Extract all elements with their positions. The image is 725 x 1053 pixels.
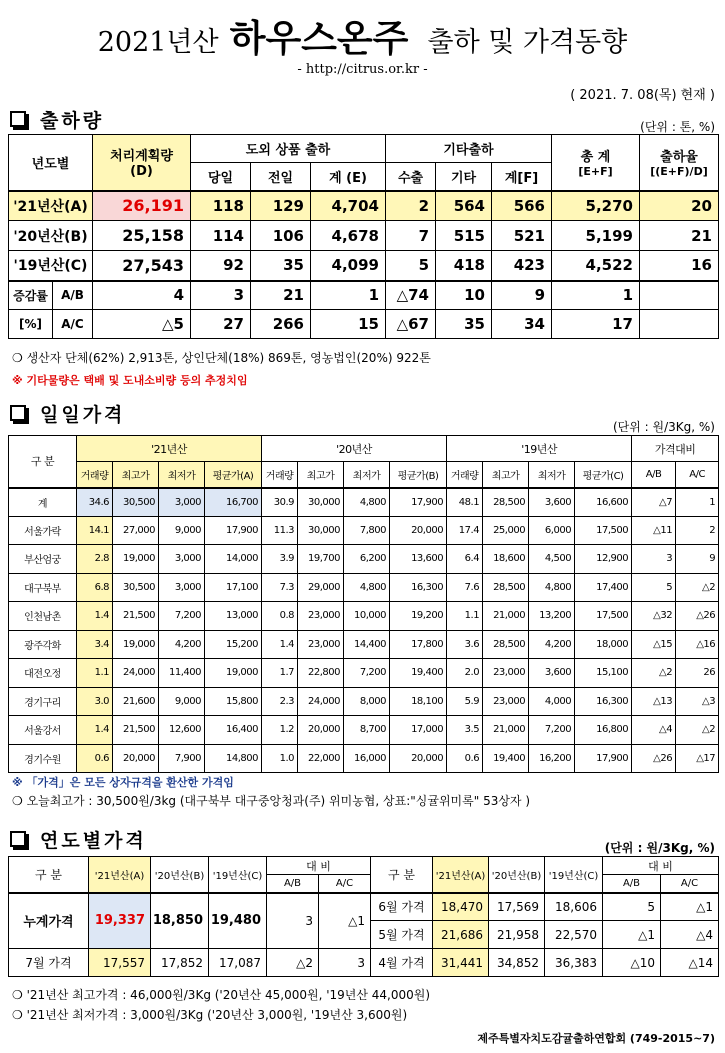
change-label: 증감률 bbox=[9, 281, 53, 310]
daily-section-header bbox=[10, 400, 125, 426]
footer-org: 제주특별자치도감귤출하연합회 (749-2015~7) bbox=[477, 1032, 715, 1045]
shipment-unit: (단위 : 톤, %) bbox=[640, 120, 715, 134]
table-row: 계 34.6 30,500 3,000 16,700 30.9 30,000 4,800 17,900 48.1 28,500 3,600 16,600 △7 1 bbox=[9, 488, 719, 517]
yearly-price-table-right: 구 분 '21년산(A) '20년산(B) '19년산(C) 대 비 A/B A/C 6월 가격 18,470 17,569 18,606 5 △1 5월 가격 21,686 21,958 22,570 △1 △4 4월 가격 31,441 34,852 36,383 △10 △14 bbox=[370, 856, 719, 977]
table-row: 광주각화 3.4 19,000 4,200 15,200 1.4 23,000 14,400 17,800 3.6 28,500 4,200 18,000 △15 △16 bbox=[9, 630, 719, 659]
table-row: 증감률 A/B 4 3 21 1 △74 10 9 1 bbox=[9, 281, 719, 310]
shipment-section-header bbox=[10, 106, 104, 132]
pct-label: [%] bbox=[9, 310, 53, 339]
table-row: '20년산(B) 25,158 114 106 4,678 7 515 521 5,199 21 bbox=[9, 221, 719, 251]
table-row: 7월 가격 17,557 17,852 17,087 △2 3 bbox=[9, 949, 371, 977]
shipment-section-title: 출하량 bbox=[40, 109, 105, 132]
header-gubun: 구 분 bbox=[9, 436, 77, 488]
page-title bbox=[0, 8, 725, 58]
yearly-section-title: 연도별가격 bbox=[40, 829, 147, 852]
table-row: 경기수원 0.6 20,000 7,900 14,800 1.0 22,000 16,000 20,000 0.6 19,400 16,200 17,900 △26 △17 bbox=[9, 744, 719, 773]
yearly-price-table-left: 구 분 '21년산(A) '20년산(B) '19년산(C) 대 비 A/B A/C 누계가격 19,337 18,850 19,480 3 △1 7월 가격 17,557 17,852 17,087 △2 3 bbox=[8, 856, 371, 977]
shipment-table bbox=[8, 134, 719, 339]
daily-unit: (단위 : 원/3Kg, %) bbox=[612, 420, 715, 434]
yearly-note-min: ❍ '21년산 최저가격 : 3,000원/3Kg ('20년산 3,000원, '19년산 3,600원) bbox=[12, 1008, 408, 1022]
website-url[interactable]: - http://citrus.or.kr - bbox=[297, 62, 428, 77]
header-total-f: 계[F] bbox=[492, 163, 552, 191]
section-checkbox-icon bbox=[10, 111, 26, 127]
header-grand: 총 계 [E+F] bbox=[552, 135, 640, 191]
table-row: 인천남촌 1.4 21,500 7,200 13,000 0.8 23,000 10,000 19,200 1.1 21,000 13,200 17,500 △32 △26 bbox=[9, 602, 719, 631]
header-gubun: 구 분 bbox=[371, 857, 433, 893]
daily-note-conversion: ※ 「가격」은 모든 상자규격을 환산한 가격임 bbox=[12, 776, 234, 789]
header-export: 수출 bbox=[386, 163, 436, 191]
table-row: 6월 가격 18,470 17,569 18,606 5 △1 bbox=[371, 893, 719, 921]
table-row: 5월 가격 21,686 21,958 22,570 △1 △4 bbox=[371, 921, 719, 949]
header-gubun: 구 분 bbox=[9, 857, 89, 893]
table-row: 서울가락 14.1 27,000 9,000 17,900 11.3 30,000 7,800 20,000 17.4 25,000 6,000 17,500 △11 2 bbox=[9, 516, 719, 545]
header-plan: 처리계획량 (D) bbox=[93, 135, 191, 191]
title-product: 하우스온주 bbox=[229, 17, 409, 60]
yearly-section-header bbox=[10, 826, 147, 852]
header-domestic: 도외 상품 출하 bbox=[191, 135, 386, 163]
table-row: 누계가격 19,337 18,850 19,480 3 △1 bbox=[9, 893, 371, 949]
table-row: '21년산(A) 26,191 118 129 4,704 2 564 566 5,270 20 bbox=[9, 191, 719, 221]
shipment-note-producers: ❍ 생산자 단체(62%) 2,913톤, 상인단체(18%) 869톤, 영농법인(20%) 922톤 bbox=[12, 351, 431, 365]
report-date: ( 2021. 7. 08(목) 현재 ) bbox=[570, 88, 715, 103]
table-row: 서울강서 1.4 21,500 12,600 16,400 1.2 20,000 8,700 17,000 3.5 21,000 7,200 16,800 △4 △2 bbox=[9, 716, 719, 745]
section-checkbox-icon bbox=[10, 831, 26, 847]
header-y20: '20년산 bbox=[262, 436, 447, 462]
header-other: 기타출하 bbox=[386, 135, 552, 163]
header-prev: 전일 bbox=[251, 163, 311, 191]
table-row: 부산엄궁 2.8 19,000 3,000 14,000 3.9 19,700 6,200 13,600 6.4 18,600 4,500 12,900 3 9 bbox=[9, 545, 719, 574]
section-checkbox-icon bbox=[10, 405, 26, 421]
table-row: [%] A/C △5 27 266 15 △67 35 34 17 bbox=[9, 310, 719, 339]
daily-note-max-price: ❍ 오늘최고가 : 30,500원/3kg (대구북부 대구중앙청과(주) 위미농협, 상표:"싱귤위미록" 53상자 ) bbox=[12, 794, 531, 808]
header-y21: '21년산 bbox=[77, 436, 262, 462]
table-row: 대구북부 6.8 30,500 3,000 17,100 7.3 29,000 4,800 16,300 7.6 28,500 4,800 17,400 5 △2 bbox=[9, 573, 719, 602]
title-year: 2021년산 bbox=[97, 27, 219, 58]
table-row: 대전오정 1.1 24,000 11,400 19,000 1.7 22,800 7,200 19,400 2.0 23,000 3,600 15,100 △2 26 bbox=[9, 659, 719, 688]
header-year: 년도별 bbox=[9, 135, 93, 191]
header-total-e: 계 (E) bbox=[311, 163, 386, 191]
yearly-unit: (단위 : 원/3Kg, %) bbox=[604, 841, 715, 855]
daily-price-table: 구 분 '21년산 '20년산 '19년산 가격대비 거래량 최고가 최저가 평균가(A) 거래량 최고가 최저가 평균가(B) 거래량 최고가 최저가 평균가(C) A/B A/C 계 34.6 30,500 3,000 16,700 30.9 30,000 4,800 17,900 48.1 28,500 3,600 16,600 △7 1 서울가락 14.1 27,000 9,000 17,900 11.3 30,000 7,800 20,000 17.4 25,000 6,000 17,500 △11 2 부산엄궁 2.8 19,000 3,000 14,000 3.9 19,700 6,200 13,600 6.4 18,600 4,500 12,900 3 9 대구북부 6.8 30,500 3,000 17,100 7.3 29,000 4,800 16,300 7.6 28,500 4,800 17,400 5 △2 인천남촌 1.4 21,500 7,200 13,000 0.8 23,000 10,000 19,200 1.1 21,000 13,200 17,500 △32 △26 광주각화 3.4 19,000 4,200 15,200 1.4 23,000 14,400 17,800 3.6 28,500 4,200 18,000 △15 △16 대전오정 1.1 24,000 11,400 19,000 1.7 22,800 7,200 19,400 2.0 23,000 3,600 15,100 △2 26 경기구리 3.0 21,600 9,000 15,800 2.3 24,000 8,000 18,100 5.9 23,000 4,000 16,300 △13 △3 서울강서 1.4 21,500 12,600 16,400 1.2 20,000 8,700 17,000 3.5 21,000 7,200 16,800 △4 △2 경기수원 0.6 20,000 7,900 14,800 1.0 22,000 16,000 20,000 0.6 19,400 16,200 17,900 △26 △17 bbox=[8, 435, 719, 773]
header-ratio: 출하율 [(E+F)/D] bbox=[640, 135, 719, 191]
header-compare: 가격대비 bbox=[632, 436, 719, 462]
daily-section-title: 일일가격 bbox=[40, 403, 126, 426]
shipment-note-estimate: ※ 기타물량은 택배 및 도내소비량 등의 추정치임 bbox=[12, 374, 248, 387]
header-today: 당일 bbox=[191, 163, 251, 191]
header-etc: 기타 bbox=[436, 163, 492, 191]
table-row: 4월 가격 31,441 34,852 36,383 △10 △14 bbox=[371, 949, 719, 977]
table-row: 경기구리 3.0 21,600 9,000 15,800 2.3 24,000 8,000 18,100 5.9 23,000 4,000 16,300 △13 △3 bbox=[9, 687, 719, 716]
table-row: '19년산(C) 27,543 92 35 4,099 5 418 423 4,522 16 bbox=[9, 251, 719, 281]
title-subject: 출하 및 가격동향 bbox=[427, 27, 628, 58]
yearly-note-max: ❍ '21년산 최고가격 : 46,000원/3Kg ('20년산 45,000원, '19년산 44,000원) bbox=[12, 988, 431, 1002]
header-y19: '19년산 bbox=[447, 436, 632, 462]
